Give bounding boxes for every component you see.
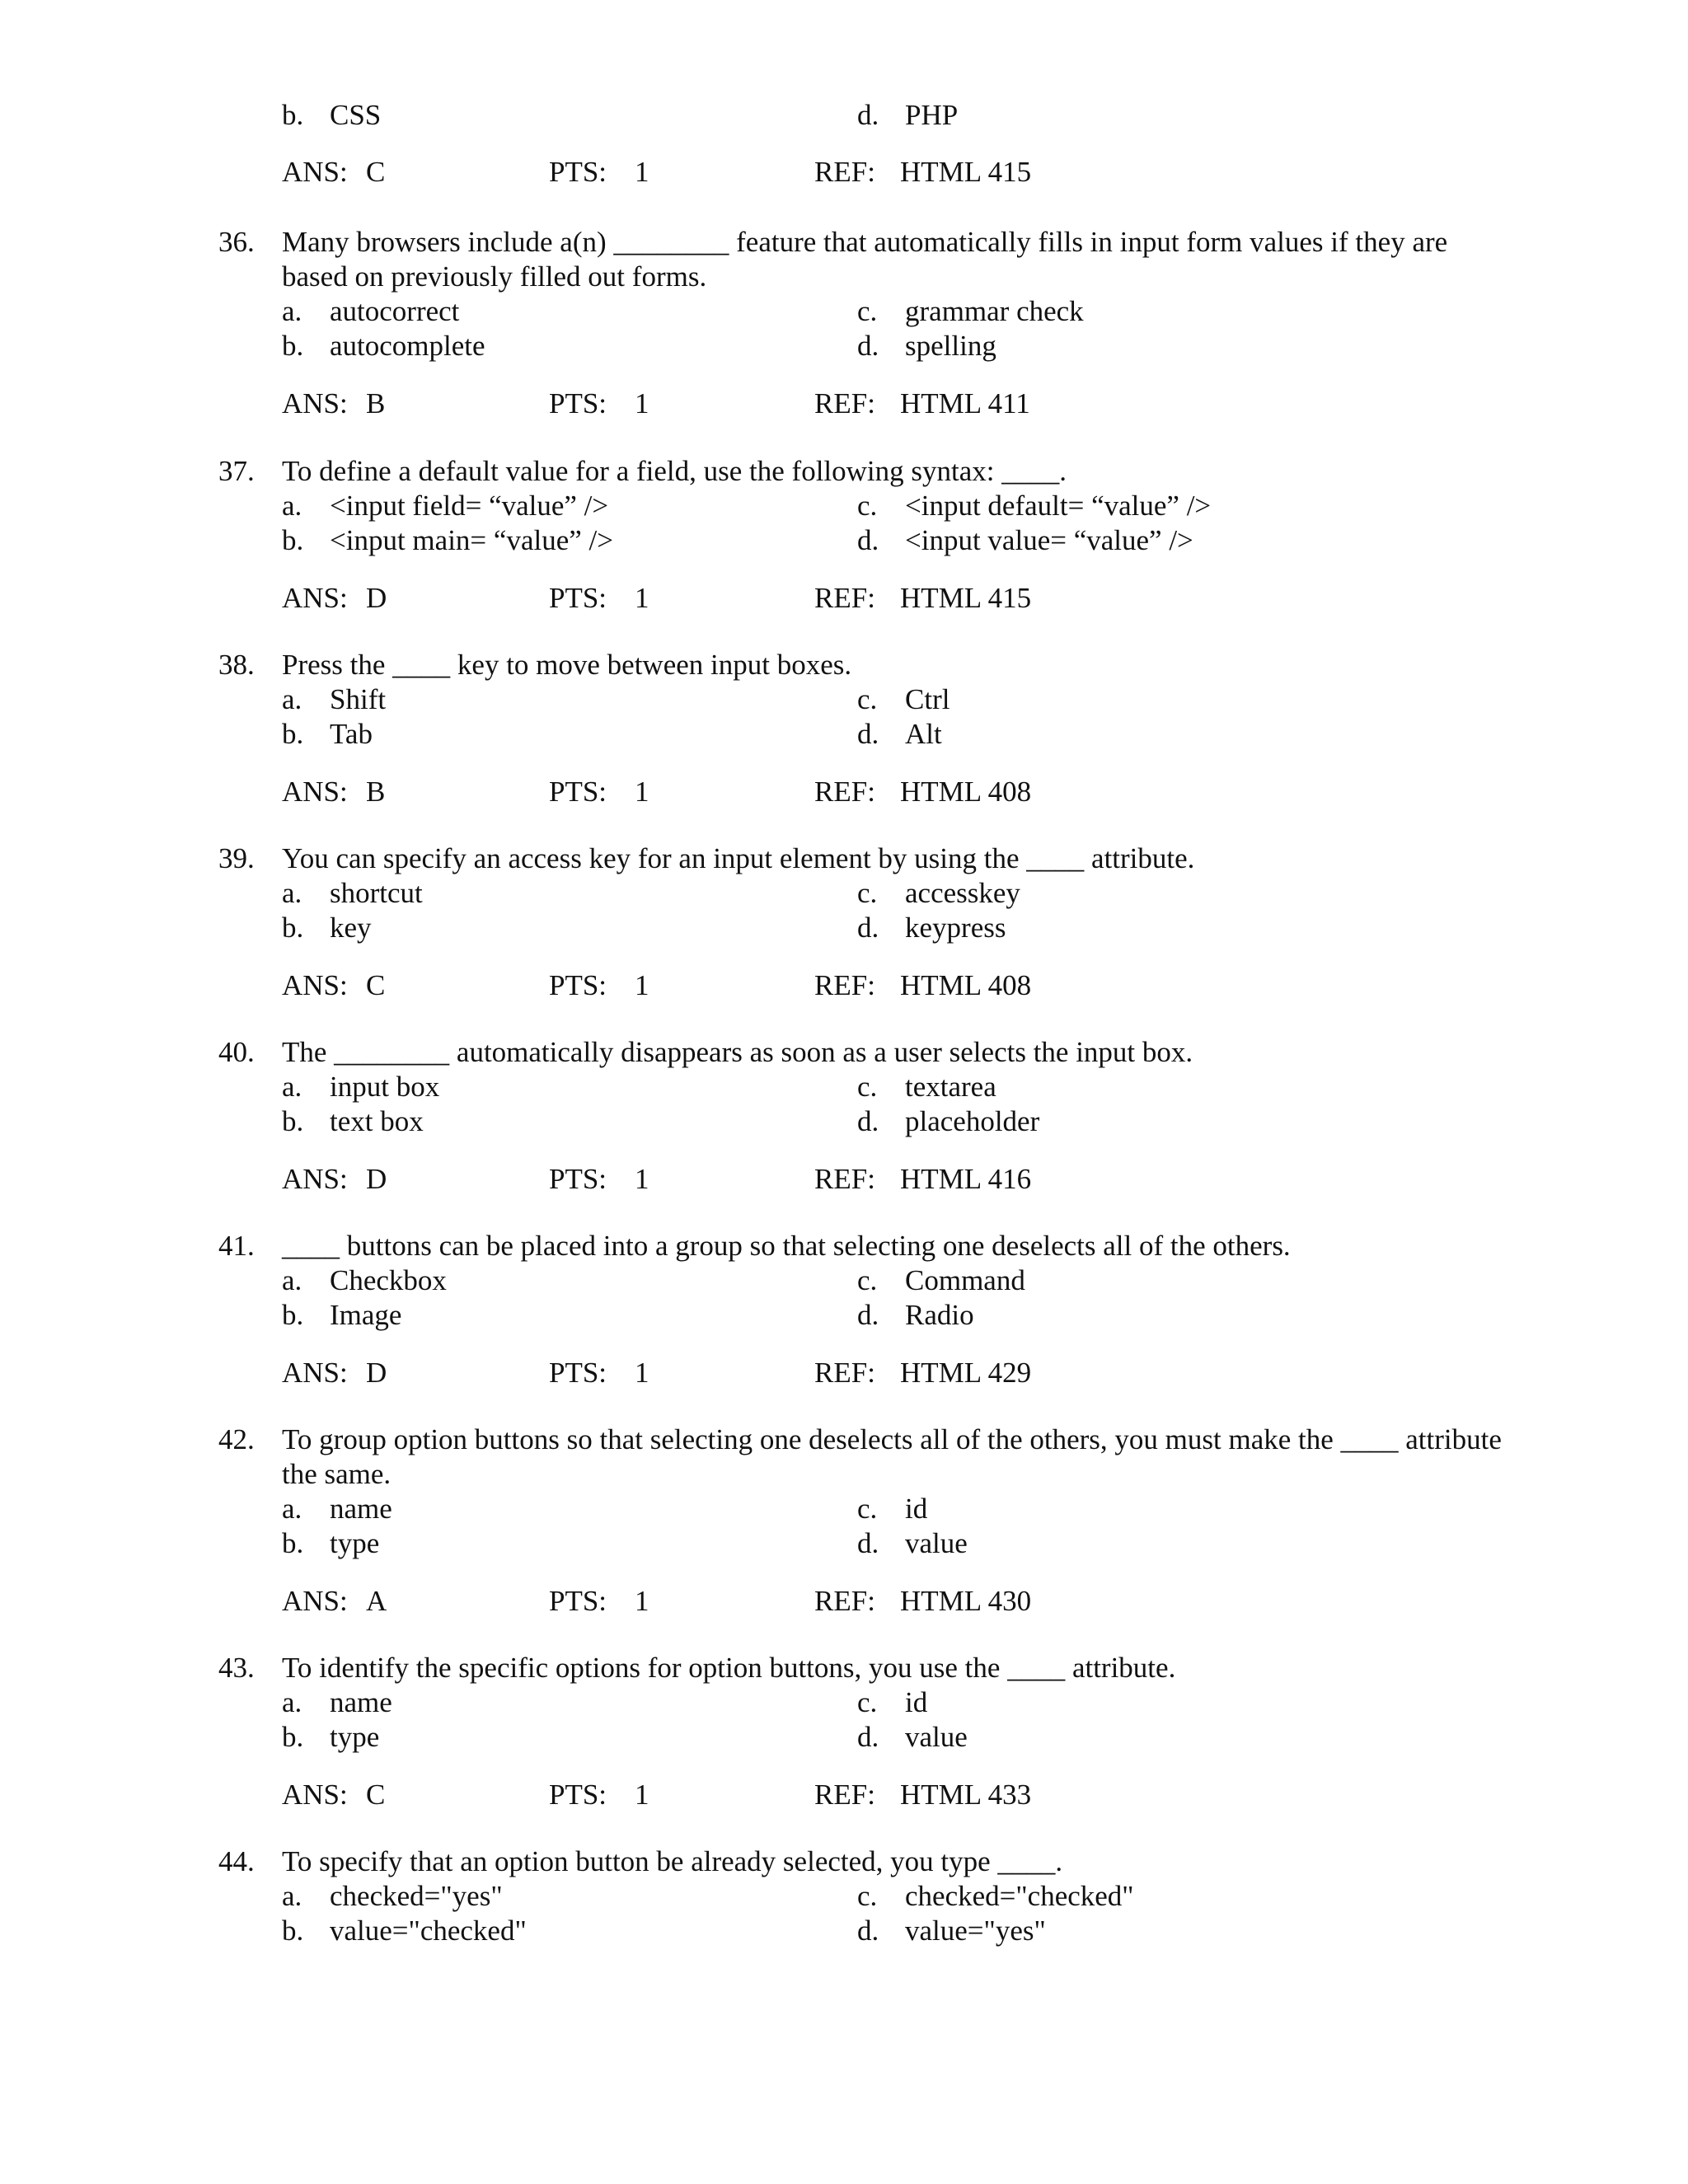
option-letter: a. [282,295,302,327]
ans-value: D [366,1163,387,1195]
pts-label: PTS: [549,1779,607,1811]
option-text: <input field= “value” /> [330,490,609,522]
option-letter: b. [282,1721,304,1753]
ans-value: D [366,582,387,614]
option-letter: a. [282,1264,302,1296]
ans-label: ANS: [282,1357,348,1389]
ref-label: REF: [814,776,875,808]
option-letter: d. [857,1527,879,1559]
option-letter: b. [282,1527,304,1559]
option-text: Command [905,1264,1025,1296]
question-number: 44. [218,1845,255,1877]
question-stem: To specify that an option button be already selected, you type ____. [282,1845,1063,1877]
option-text: spelling [905,330,996,362]
option-letter: d. [857,912,879,944]
ref-label: REF: [814,582,875,614]
ref-value: HTML 411 [900,387,1030,419]
option-text: id [905,1493,928,1525]
option-text: Image [330,1299,402,1331]
option-letter: c. [857,490,878,522]
answer-line [282,1162,1518,1197]
option-letter: a. [282,1071,302,1103]
option-text: CSS [330,99,382,131]
option-text: accesskey [905,877,1020,909]
ans-label: ANS: [282,582,348,614]
ref-label: REF: [814,969,875,1001]
ans-value: C [366,969,386,1001]
answer-line [282,155,1518,190]
option-letter: b. [282,1915,304,1947]
option-text: Shift [330,683,387,715]
pts-label: PTS: [549,1163,607,1195]
option-letter: c. [857,1686,878,1718]
pts-value: 1 [635,1357,649,1389]
option-text: checked="checked" [905,1880,1134,1912]
pts-value: 1 [635,1779,649,1811]
option-letter: c. [857,1071,878,1103]
option-text: value="yes" [905,1915,1046,1947]
option-letter: c. [857,683,878,715]
ref-label: REF: [814,1357,875,1389]
option-text: Tab [330,718,373,750]
option-text: <input value= “value” /> [905,524,1193,556]
answer-line [282,1356,1518,1390]
pts-value: 1 [635,969,649,1001]
option-text: textarea [905,1071,996,1103]
option-text: value [905,1527,968,1559]
option-letter: d. [857,524,879,556]
question-stem: Many browsers include a(n) ________ feature that automatically fills in input form values if they are based on previously filled out forms. [282,226,1448,293]
ref-value: HTML 433 [900,1779,1032,1811]
pts-label: PTS: [549,776,607,808]
option-letter: d. [857,1299,879,1331]
option-text: <input default= “value” /> [905,490,1212,522]
ref-value: HTML 408 [900,776,1032,808]
option-text: name [330,1686,392,1718]
option-text: keypress [905,912,1006,944]
option-text: <input main= “value” /> [330,524,613,556]
pts-label: PTS: [549,969,607,1001]
option-letter: d. [857,99,879,131]
ref-value: HTML 415 [900,156,1032,188]
pts-value: 1 [635,1585,649,1617]
pts-value: 1 [635,1163,649,1195]
answer-line [282,968,1518,1003]
answer-line [282,1778,1518,1812]
option-text: Radio [905,1299,974,1331]
ans-value: B [366,387,386,419]
option-text: Ctrl [905,683,950,715]
answer-line [282,1584,1518,1619]
ref-label: REF: [814,1779,875,1811]
ans-label: ANS: [282,1163,348,1195]
question-number: 42. [218,1423,255,1455]
option-text: text box [330,1105,424,1137]
ref-label: REF: [814,1163,875,1195]
question-number: 37. [218,455,255,487]
pts-label: PTS: [549,387,607,419]
option-text: Checkbox [330,1264,447,1296]
option-letter: d. [857,1721,879,1753]
pts-value: 1 [635,156,649,188]
ref-label: REF: [814,156,875,188]
option-letter: a. [282,877,302,909]
option-text: autocorrect [330,295,460,327]
option-text: id [905,1686,928,1718]
option-letter: c. [857,295,878,327]
option-text: value="checked" [330,1915,527,1947]
option-text: value [905,1721,968,1753]
question-stem: You can specify an access key for an input element by using the ____ attribute. [282,842,1195,874]
ref-label: REF: [814,387,875,419]
option-letter: b. [282,1105,304,1137]
option-text: Alt [905,718,942,750]
option-letter: b. [282,330,304,362]
ans-label: ANS: [282,387,348,419]
pts-label: PTS: [549,156,607,188]
question-stem: To identify the specific options for option buttons, you use the ____ attribute. [282,1652,1176,1684]
question-stem: To group option buttons so that selecting one deselects all of the others, you must make the ____ attribute the same. [282,1423,1502,1490]
option-text: grammar check [905,295,1084,327]
option-text: type [330,1721,380,1753]
question-number: 38. [218,649,255,681]
option-text: checked="yes" [330,1880,503,1912]
option-letter: d. [857,330,879,362]
option-text: key [330,912,372,944]
option-letter: a. [282,1686,302,1718]
question-stem: To define a default value for a field, use the following syntax: ____. [282,455,1067,487]
ans-value: C [366,156,386,188]
option-text: name [330,1493,392,1525]
ref-label: REF: [814,1585,875,1617]
option-letter: c. [857,877,878,909]
question-number: 39. [218,842,255,874]
pts-value: 1 [635,776,649,808]
question-number: 36. [218,226,255,258]
pts-value: 1 [635,387,649,419]
ans-value: A [366,1585,387,1617]
question-stem: The ________ automatically disappears as soon as a user selects the input box. [282,1036,1193,1068]
ans-label: ANS: [282,969,348,1001]
option-letter: a. [282,1493,302,1525]
answer-line [282,581,1518,616]
option-letter: b. [282,718,304,750]
option-letter: c. [857,1880,878,1912]
option-letter: d. [857,1105,879,1137]
answer-line [282,387,1518,421]
ans-value: D [366,1357,387,1389]
option-letter: a. [282,683,302,715]
ans-value: B [366,776,386,808]
question-number: 41. [218,1230,255,1262]
ref-value: HTML 416 [900,1163,1032,1195]
question-stem: Press the ____ key to move between input boxes. [282,649,852,681]
option-text: PHP [905,99,959,131]
option-letter: b. [282,1299,304,1331]
ans-label: ANS: [282,1585,348,1617]
answer-line [282,775,1518,809]
option-text: placeholder [905,1105,1040,1137]
ref-value: HTML 415 [900,582,1032,614]
pts-value: 1 [635,582,649,614]
ref-value: HTML 430 [900,1585,1032,1617]
option-text: shortcut [330,877,423,909]
question-number: 43. [218,1652,255,1684]
option-letter: a. [282,490,302,522]
option-text: type [330,1527,380,1559]
ans-value: C [366,1779,386,1811]
option-letter: c. [857,1493,878,1525]
ans-label: ANS: [282,156,348,188]
option-text: input box [330,1071,440,1103]
option-letter: c. [857,1264,878,1296]
pts-label: PTS: [549,582,607,614]
ref-value: HTML 429 [900,1357,1032,1389]
option-letter: d. [857,1915,879,1947]
question-number: 40. [218,1036,255,1068]
ans-label: ANS: [282,1779,348,1811]
ref-value: HTML 408 [900,969,1032,1001]
option-letter: b. [282,99,304,131]
question-stem: ____ buttons can be placed into a group so that selecting one deselects all of the others. [282,1230,1291,1262]
option-text: autocomplete [330,330,485,362]
pts-label: PTS: [549,1357,607,1389]
option-letter: a. [282,1880,302,1912]
ans-label: ANS: [282,776,348,808]
option-letter: b. [282,912,304,944]
option-letter: b. [282,524,304,556]
pts-label: PTS: [549,1585,607,1617]
option-letter: d. [857,718,879,750]
